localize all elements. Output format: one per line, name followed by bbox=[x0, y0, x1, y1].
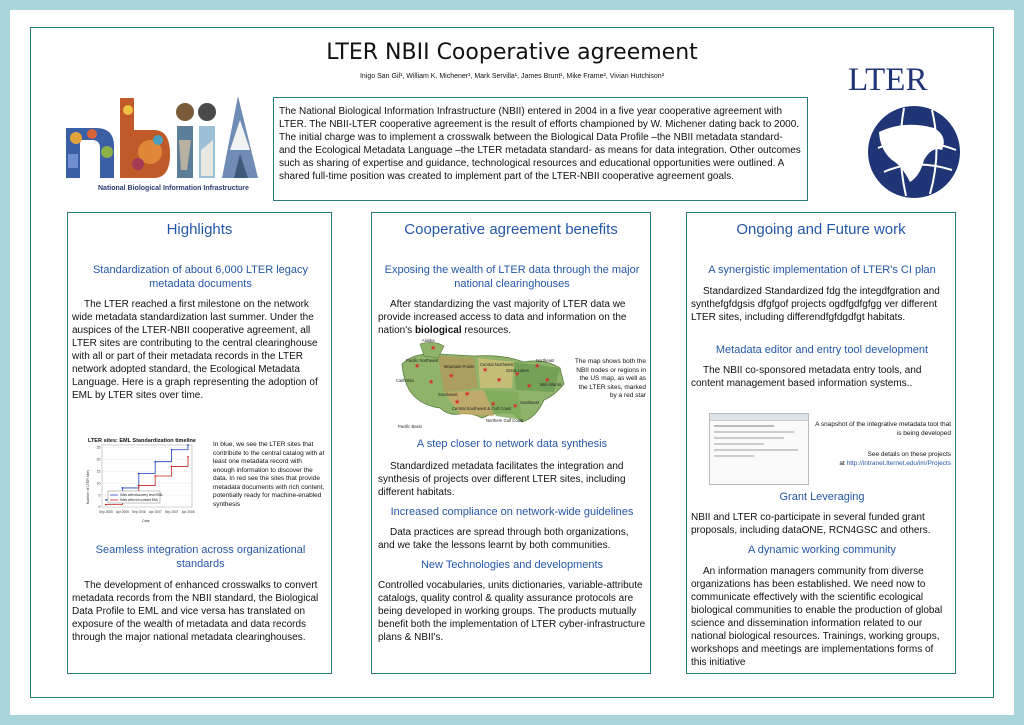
x-tick-label: Sep 2007 bbox=[164, 510, 179, 514]
poster-title: LTER NBII Cooperative agreement bbox=[326, 40, 698, 65]
highlights-subheading-integration: Seamless integration across organizational standards bbox=[95, 544, 306, 570]
series-point-0 bbox=[187, 444, 189, 446]
benefits-paragraph-synthesis: Standardized metadata facilitates the integration and synthesis of projects over different LTER sites, including different habitats. bbox=[378, 461, 626, 498]
future-paragraph-ci-plan: Standardized Standardized fdg the integdfgration and synthefgfdgsis dfgfgof projects ogdfgdfgfgg ver different LTER sites, including differendfgfdgdfgt habitats. bbox=[691, 286, 940, 323]
series-point-0 bbox=[171, 449, 173, 451]
svg-text:Southeast: Southeast bbox=[520, 400, 539, 405]
svg-text:Central Southwest & Gulf Coast: Central Southwest & Gulf Coast bbox=[452, 406, 512, 411]
y-tick-label: 10 bbox=[96, 481, 101, 486]
svg-text:★: ★ bbox=[482, 367, 489, 374]
benefits-paragraph-technologies: Controlled vocabularies, units dictionaries, variable-attribute catalogs, quality control & quality assurance protocols are being developed in working groups. The products mutually benefit both the implementation of LTER cyber-infrastructure plans & NBII's. bbox=[378, 580, 646, 643]
svg-text:★: ★ bbox=[454, 399, 461, 406]
svg-text:Mountain Prairie: Mountain Prairie bbox=[444, 364, 475, 369]
y-tick-label: 0 bbox=[98, 505, 101, 510]
chart-title: LTER sites: EML Standardization timeline bbox=[88, 438, 196, 444]
svg-text:Southwest: Southwest bbox=[438, 392, 458, 397]
future-subheading-grants: Grant Leveraging bbox=[779, 491, 865, 503]
y-tick-label: 15 bbox=[96, 469, 101, 474]
svg-text:★: ★ bbox=[534, 363, 541, 370]
snapshot-caption: A snapshot of the integrative metadata tool that is being developed bbox=[815, 421, 951, 437]
svg-text:★: ★ bbox=[512, 403, 519, 410]
svg-text:★: ★ bbox=[448, 373, 455, 380]
chart-ylabel: Number of LTER sites bbox=[86, 469, 90, 505]
benefits-subheading-technologies: New Technologies and developments bbox=[420, 559, 604, 571]
svg-text:★: ★ bbox=[428, 379, 435, 386]
svg-text:Alaska: Alaska bbox=[422, 338, 435, 343]
metadata-tool-snapshot bbox=[709, 413, 809, 485]
series-point-0 bbox=[105, 499, 107, 501]
author-list: Inigo San Gil¹, William K. Michener¹, Mark Servilla¹, James Brunt¹, Mike Frame², Vivian Hutchison² bbox=[359, 73, 665, 80]
project-details-link-line: at http://intranet.lternet.edu/im/Projects bbox=[839, 460, 951, 467]
benefits-heading: Cooperative agreement benefits bbox=[404, 221, 618, 238]
svg-text:★: ★ bbox=[490, 401, 497, 408]
svg-text:★: ★ bbox=[414, 363, 421, 370]
svg-text:★: ★ bbox=[514, 371, 521, 378]
y-tick-label: 25 bbox=[96, 445, 101, 450]
y-tick-label: 5 bbox=[98, 493, 101, 498]
svg-text:Northeast: Northeast bbox=[536, 358, 555, 363]
svg-text:Northern Gulf Coast: Northern Gulf Coast bbox=[486, 418, 524, 423]
future-paragraph-community: An information managers community from diverse organizations has been established. We need now to communicate effectively with the scientific ecological biological communities to enable the production of global science and dissemination information related to our national biological resources. Trainings, working groups, workshops and meetings are implementations forms of this initiative bbox=[691, 566, 943, 668]
benefits-subheading-compliance: Increased compliance on network-wide guidelines bbox=[390, 506, 634, 518]
lter-logo-text: LTER bbox=[848, 62, 928, 98]
chart-caption: In blue, we see the LTER sites that contribute to the central catalog with at least one metadata record with enough information to discover the data. In red see the sites that provide metadata documents with rich content, potentially ready for machine-enabled synthesis bbox=[213, 441, 325, 508]
project-details-label: See details on these projects bbox=[867, 451, 951, 458]
map-caption: The map shows both the NBII nodes or regions in the US map, as well as the LTER sites, marked by a red star bbox=[574, 358, 646, 399]
intro-box: The National Biological Information Infrastructure (NBII) entered in 2004 in a five year cooperative agreement with LTER. The NBII-LTER cooperative agreement is the result of efforts championed by W. Michener dating back to 2000. The initial charge was to implement a crosswalk between the Biological Data Profile –the NBII metadata standard- and the Ecological Metadata Language –the LTER metadata standard- as means for data integration. Other outcomes such as sharing of expertise and guidance, technological resources and educational opportunities were outlined. A shared full-time position was created to implement part of the LTER-NBII cooperative agreement goals. bbox=[273, 97, 808, 201]
future-work-column bbox=[686, 212, 956, 674]
series-point-0 bbox=[154, 461, 156, 463]
series-point-1 bbox=[187, 456, 189, 458]
benefits-paragraph-compliance: Data practices are spread through both organizations, and we take the lessons learnt by both communities. bbox=[378, 527, 629, 551]
nbii-logo bbox=[62, 90, 262, 195]
series-point-1 bbox=[138, 485, 140, 487]
y-tick-label: 20 bbox=[96, 457, 101, 462]
highlights-paragraph-standardization: The LTER reached a first milestone on the network wide metadata standardization last summer. Under the auspices of the LTER-NBII cooperative agreement, all LTER sites are contributing to the central clearinghouse with all or part of their metadata records in the LTER network adopted standard, the Ecological Metadata Language. Here is a graph representing the adoption of EML by LTER sites over time. bbox=[72, 299, 318, 401]
svg-text:Mid-Atlantic: Mid-Atlantic bbox=[540, 382, 562, 387]
highlights-column bbox=[67, 212, 332, 674]
legend-label-discovery: Sites with discovery level EML bbox=[120, 493, 163, 498]
svg-text:California: California bbox=[396, 378, 414, 383]
x-tick-label: Apr 2008 bbox=[181, 510, 195, 514]
lter-logo bbox=[844, 62, 979, 202]
benefits-subheading-synthesis: A step closer to network data synthesis bbox=[416, 438, 608, 450]
future-subheading-editor: Metadata editor and entry tool development bbox=[715, 344, 929, 356]
benefits-column bbox=[371, 212, 651, 674]
benefits-paragraph-exposing: After standardizing the vast majority of LTER data we provide increased access to data and information on the nation's biological resources. bbox=[378, 299, 627, 336]
future-paragraph-editor: The NBII co-sponsored metadata entry tools, and content management based information systems.. bbox=[691, 365, 922, 389]
eml-timeline-chart bbox=[86, 435, 196, 523]
svg-text:Pacific Northwest: Pacific Northwest bbox=[406, 358, 439, 363]
highlights-paragraph-integration: The development of enhanced crosswalks to convert metadata records from the NBII standard, the Biological Data Profile to EML and vice versa has translated on exposure of the wealth of metadata and data records through the major national metadata clearinghouses. bbox=[72, 580, 319, 643]
svg-text:★: ★ bbox=[464, 391, 471, 398]
x-tick-label: Apr 2007 bbox=[148, 510, 162, 514]
benefits-subheading-exposing: Exposing the wealth of LTER data through the major national clearinghouses bbox=[384, 264, 640, 290]
nbii-logo-caption: National Biological Information Infrastructure bbox=[98, 185, 249, 192]
x-tick-label: Apr 2006 bbox=[115, 510, 129, 514]
highlights-subheading-standardization: Standardization of about 6,000 LTER legacy metadata documents bbox=[92, 264, 309, 290]
future-heading: Ongoing and Future work bbox=[736, 221, 906, 238]
x-tick-label: Sep 2006 bbox=[131, 510, 146, 514]
project-details-link[interactable]: http://intranet.lternet.edu/im/Projects bbox=[846, 460, 951, 467]
future-paragraph-grants: NBII and LTER co-participate in several funded grant proposals, including dataONE, RCN4GSC and others. bbox=[691, 512, 931, 536]
chart-xlabel: Date bbox=[142, 519, 150, 523]
svg-text:Great Lakes: Great Lakes bbox=[506, 368, 529, 373]
legend-label-rich: Sites with rich content EML bbox=[120, 498, 159, 503]
svg-text:Pacific Basin: Pacific Basin bbox=[398, 424, 422, 429]
future-subheading-ci-plan: A synergistic implementation of LTER's CI plan bbox=[708, 264, 936, 276]
series-point-1 bbox=[105, 504, 107, 506]
svg-text:★: ★ bbox=[526, 383, 533, 390]
series-point-0 bbox=[122, 487, 124, 489]
series-point-1 bbox=[171, 466, 173, 468]
svg-text:★: ★ bbox=[430, 345, 437, 352]
svg-text:Central Northwest: Central Northwest bbox=[480, 362, 514, 367]
series-point-0 bbox=[138, 473, 140, 475]
svg-text:★: ★ bbox=[496, 377, 503, 384]
svg-text:★: ★ bbox=[544, 377, 551, 384]
x-tick-label: Sep 2005 bbox=[99, 510, 113, 514]
future-subheading-community: A dynamic working community bbox=[748, 544, 896, 556]
highlights-heading: Highlights bbox=[166, 221, 233, 238]
series-point-1 bbox=[154, 475, 156, 477]
us-map bbox=[394, 338, 574, 438]
